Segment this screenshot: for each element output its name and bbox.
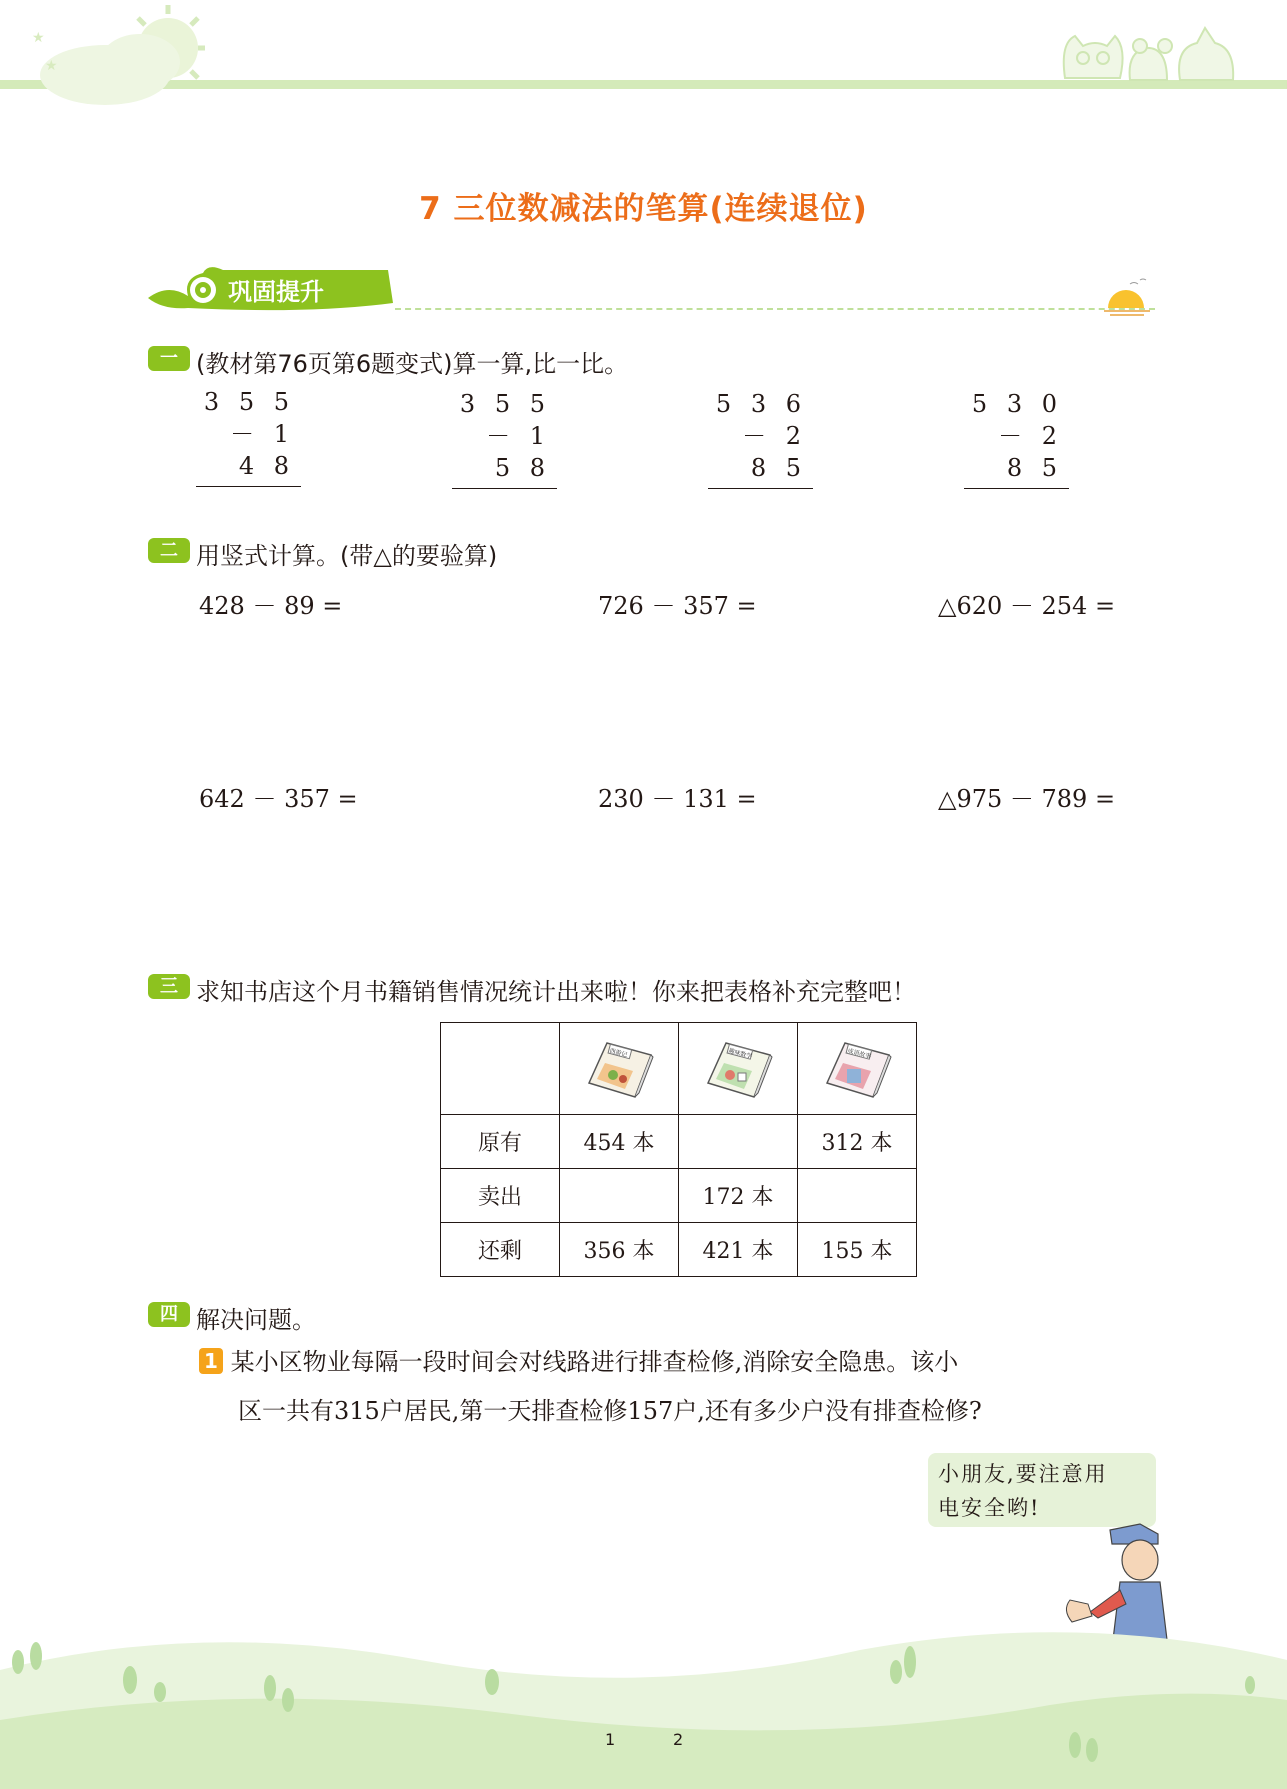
- vertical-subtraction: [708, 388, 813, 489]
- table-cell: 155 本: [798, 1223, 917, 1277]
- table-row: [441, 1115, 917, 1169]
- sun-cloud-icon: [20, 0, 210, 115]
- section-1-instruction: (教材第76页第6题变式)算一算,比一比。: [196, 350, 629, 378]
- answer-line: [708, 488, 813, 489]
- banner-dash-line: [395, 308, 1155, 310]
- table-row: [441, 1223, 917, 1277]
- problem-number-badge: 1: [199, 1348, 223, 1374]
- book-idiom-stories-icon: [821, 1039, 893, 1099]
- bubble-line-1: 小朋友,要注意用: [938, 1462, 1108, 1486]
- table-cell: 454 本: [560, 1115, 679, 1169]
- subtrahend: － 1 4 8: [230, 420, 295, 480]
- subtrahend: － 2 8 5: [998, 422, 1063, 482]
- table-cell: 421 本: [679, 1223, 798, 1277]
- row-label: 还剩: [441, 1223, 560, 1277]
- rising-sun-icon: [1100, 278, 1155, 318]
- table-corner-cell: [441, 1023, 560, 1115]
- table-cell: [560, 1169, 679, 1223]
- equation: 642 － 357 =: [199, 785, 358, 813]
- book-cell: [679, 1023, 798, 1115]
- book-journey-west-icon: [583, 1039, 655, 1099]
- minuend: 3 5 5: [203, 388, 295, 416]
- section-4-instruction: 解决问题。: [196, 1306, 316, 1334]
- book-title: 趣味数学: [727, 1046, 753, 1060]
- table-cell: 172 本: [679, 1169, 798, 1223]
- section-badge-3: 三: [148, 974, 190, 999]
- row-label: 原有: [441, 1115, 560, 1169]
- page-number-left: 1: [605, 1730, 616, 1749]
- page-title: 7 三位数减法的笔算(连续退位): [419, 191, 868, 227]
- book-fun-math-icon: [702, 1039, 774, 1099]
- svg-text:★: ★: [45, 58, 58, 74]
- bubble-line-2: 电安全哟!: [938, 1496, 1041, 1520]
- section-3-instruction: 求知书店这个月书籍销售情况统计出来啦！你来把表格补充完整吧！: [196, 978, 916, 1006]
- table-cell: [798, 1169, 917, 1223]
- section-2-instruction: 用竖式计算。(带△的要验算): [196, 542, 498, 570]
- problem-line-1: [199, 1338, 1159, 1387]
- section-badge-2: 二: [148, 538, 190, 563]
- minuend: 5 3 0: [971, 390, 1063, 418]
- table-cell: 356 本: [560, 1223, 679, 1277]
- word-problem: [199, 1338, 1159, 1436]
- book-title: 成语故事: [846, 1046, 872, 1060]
- table-cell: [679, 1115, 798, 1169]
- problem-line-2: 区一共有315户居民,第一天排查检修157户,还有多少户没有排查检修?: [238, 1397, 982, 1425]
- sales-table: [440, 1022, 917, 1277]
- minuend: 3 5 5: [459, 390, 551, 418]
- equation: △620 － 254 =: [938, 592, 1116, 620]
- answer-line: [452, 488, 557, 489]
- hills-landscape: [0, 1600, 1287, 1789]
- row-label: 卖出: [441, 1169, 560, 1223]
- vertical-subtraction: [452, 388, 557, 489]
- answer-line: [196, 486, 301, 487]
- minuend: 5 3 6: [715, 390, 807, 418]
- section-badge-4: 四: [148, 1302, 190, 1327]
- book-cell: [560, 1023, 679, 1115]
- animal-faces-icon: [1055, 18, 1255, 88]
- svg-text:★: ★: [32, 30, 45, 46]
- equation: △975 － 789 =: [938, 785, 1116, 813]
- answer-line: [964, 488, 1069, 489]
- equation: 726 － 357 =: [598, 592, 757, 620]
- table-row: [441, 1169, 917, 1223]
- vertical-subtraction: [196, 386, 301, 487]
- subtrahend: － 2 8 5: [742, 422, 807, 482]
- problem-text: 某小区物业每隔一段时间会对线路进行排查检修,消除安全隐患。该小: [230, 1348, 959, 1376]
- section-badge-1: 一: [148, 346, 190, 371]
- vertical-subtraction: [964, 388, 1069, 489]
- table-cell: 312 本: [798, 1115, 917, 1169]
- equation: 428 － 89 =: [199, 592, 343, 620]
- speech-bubble: [928, 1453, 1156, 1527]
- book-title: 西游记: [608, 1046, 629, 1059]
- page-number-right: 2: [673, 1730, 684, 1749]
- book-cell: [798, 1023, 917, 1115]
- equation: 230 － 131 =: [598, 785, 757, 813]
- subtrahend: － 1 5 8: [486, 422, 551, 482]
- table-header-row: [441, 1023, 917, 1115]
- banner-title: 巩固提升: [228, 278, 324, 306]
